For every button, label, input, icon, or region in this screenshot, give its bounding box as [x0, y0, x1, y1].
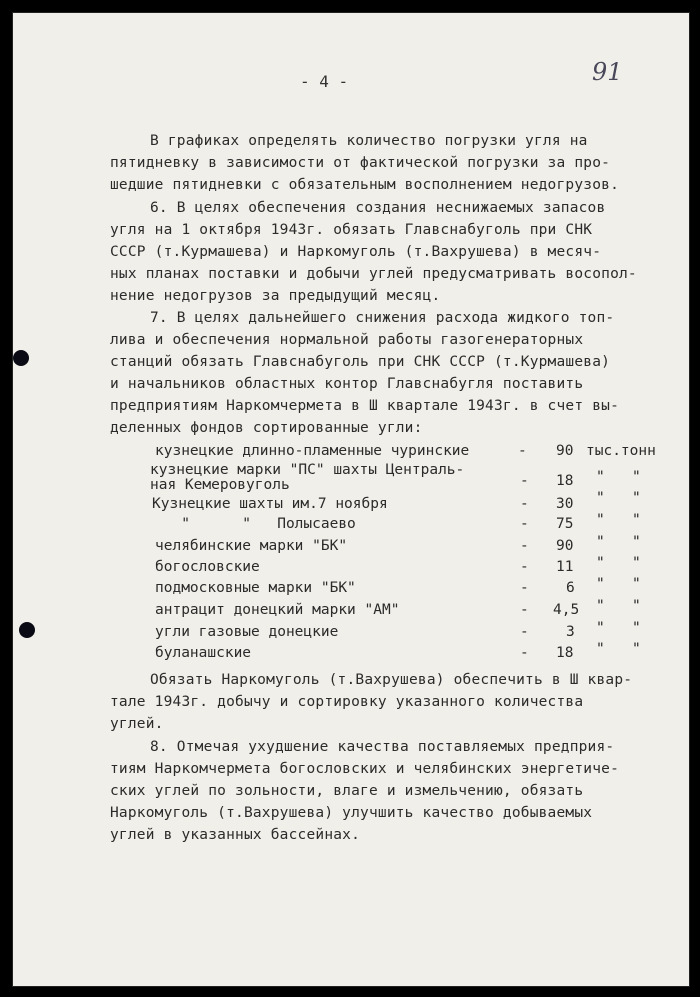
ditto-mark: "	[596, 620, 605, 636]
text-line: 6. В целях обеспечения создания неснижаемых запасов	[150, 200, 606, 216]
text-line: углей.	[110, 716, 164, 732]
coal-name-continued: ная Кемеровуголь	[150, 477, 290, 493]
text-line: Наркомуголь (т.Вахрушева) улучшить качество добываемых	[110, 805, 593, 821]
archive-sheet-number: 91	[592, 58, 623, 86]
text-line: углей в указанных бассейнах.	[110, 827, 361, 843]
text-line: ных планах поставки и добычи углей предусматривать восопол-	[110, 266, 637, 282]
ditto-mark: "	[632, 641, 641, 657]
quantity-unit: тыс.тонн	[586, 443, 656, 459]
row-dash: -	[520, 645, 529, 661]
coal-quantity: 75	[556, 516, 574, 532]
coal-quantity: 18	[556, 645, 574, 661]
text-line: 7. В целях дальнейшего снижения расхода жидкого топ-	[150, 310, 615, 326]
row-dash: -	[520, 516, 529, 532]
text-line: тале 1943г. добычу и сортировку указанного количества	[110, 694, 584, 710]
row-dash: -	[520, 538, 529, 554]
ditto-mark: "	[596, 490, 605, 506]
text-line: пятидневку в зависимости от фактической погрузки за про-	[110, 155, 611, 171]
coal-quantity: 6	[566, 580, 575, 596]
ditto-mark: "	[596, 641, 605, 657]
coal-quantity: 3	[566, 624, 575, 640]
ditto-mark: "	[596, 576, 605, 592]
text-line: и начальников областных контор Главснабугля поставить	[110, 376, 584, 392]
page-number: - 4 -	[300, 72, 349, 91]
text-line: шедшие пятидневки с обязательным восполнением недогрузов.	[110, 177, 619, 193]
ditto-mark: "	[632, 512, 641, 528]
coal-name: угли газовые донецкие	[155, 624, 339, 640]
text-line: ских углей по зольности, влаге и измельчению, обязать	[110, 783, 584, 799]
text-line: лива и обеспечения нормальной работы газогенераторных	[110, 332, 584, 348]
coal-quantity: 4,5	[553, 602, 580, 618]
row-dash: -	[520, 473, 529, 489]
coal-quantity: 30	[556, 496, 574, 512]
coal-name: " " Полысаево	[155, 516, 356, 532]
coal-quantity: 90	[556, 443, 574, 459]
coal-name: подмосковные марки "БК"	[155, 580, 356, 596]
ditto-mark: "	[596, 512, 605, 528]
text-line: нение недогрузов за предыдущий месяц.	[110, 288, 441, 304]
ditto-mark: "	[596, 555, 605, 571]
coal-name: Кузнецкие шахты им.7 ноября	[152, 496, 388, 512]
coal-quantity: 18	[556, 473, 574, 489]
coal-quantity: 11	[556, 559, 574, 575]
coal-name: богословские	[155, 559, 260, 575]
text-line: предприятиям Наркомчермета в Ш квартале 1943г. в счет вы-	[110, 398, 619, 414]
punch-hole-icon	[13, 350, 29, 366]
row-dash: -	[518, 443, 527, 459]
text-line: станций обязать Главснабуголь при СНК СССР (т.Курмашева)	[110, 354, 611, 370]
ditto-mark: "	[596, 598, 605, 614]
text-line: 8. Отмечая ухудшение качества поставляемых предприя-	[150, 739, 615, 755]
row-dash: -	[520, 580, 529, 596]
coal-name: антрацит донецкий марки "АМ"	[155, 602, 400, 618]
ditto-mark: "	[596, 534, 605, 550]
coal-name: челябинские марки "БК"	[155, 538, 348, 554]
text-line: В графиках определять количество погрузки угля на	[150, 133, 588, 149]
coal-name: кузнецкие длинно-пламенные чуринские	[155, 443, 470, 459]
ditto-mark: "	[632, 598, 641, 614]
row-dash: -	[520, 624, 529, 640]
row-dash: -	[520, 559, 529, 575]
ditto-mark: "	[632, 576, 641, 592]
ditto-mark: "	[632, 555, 641, 571]
text-line: угля на 1 октября 1943г. обязать Главснабуголь при СНК	[110, 222, 593, 238]
coal-name: буланашские	[155, 645, 252, 661]
punch-hole-icon	[19, 622, 35, 638]
text-line: деленных фондов сортированные угли:	[110, 420, 423, 436]
ditto-mark: "	[596, 469, 605, 485]
ditto-mark: "	[632, 490, 641, 506]
text-line: СССР (т.Курмашева) и Наркомуголь (т.Вахрушева) в месяч-	[110, 244, 602, 260]
ditto-mark: "	[632, 620, 641, 636]
ditto-mark: "	[632, 534, 641, 550]
row-dash: -	[520, 496, 529, 512]
text-line: Обязать Наркомуголь (т.Вахрушева) обеспечить в Ш квар-	[150, 672, 633, 688]
coal-quantity: 90	[556, 538, 574, 554]
ditto-mark: "	[632, 469, 641, 485]
row-dash: -	[520, 602, 529, 618]
coal-name: кузнецкие марки "ПС" шахты Централь-	[150, 462, 465, 478]
text-line: тиям Наркомчермета богословских и челябинских энергетиче-	[110, 761, 619, 777]
